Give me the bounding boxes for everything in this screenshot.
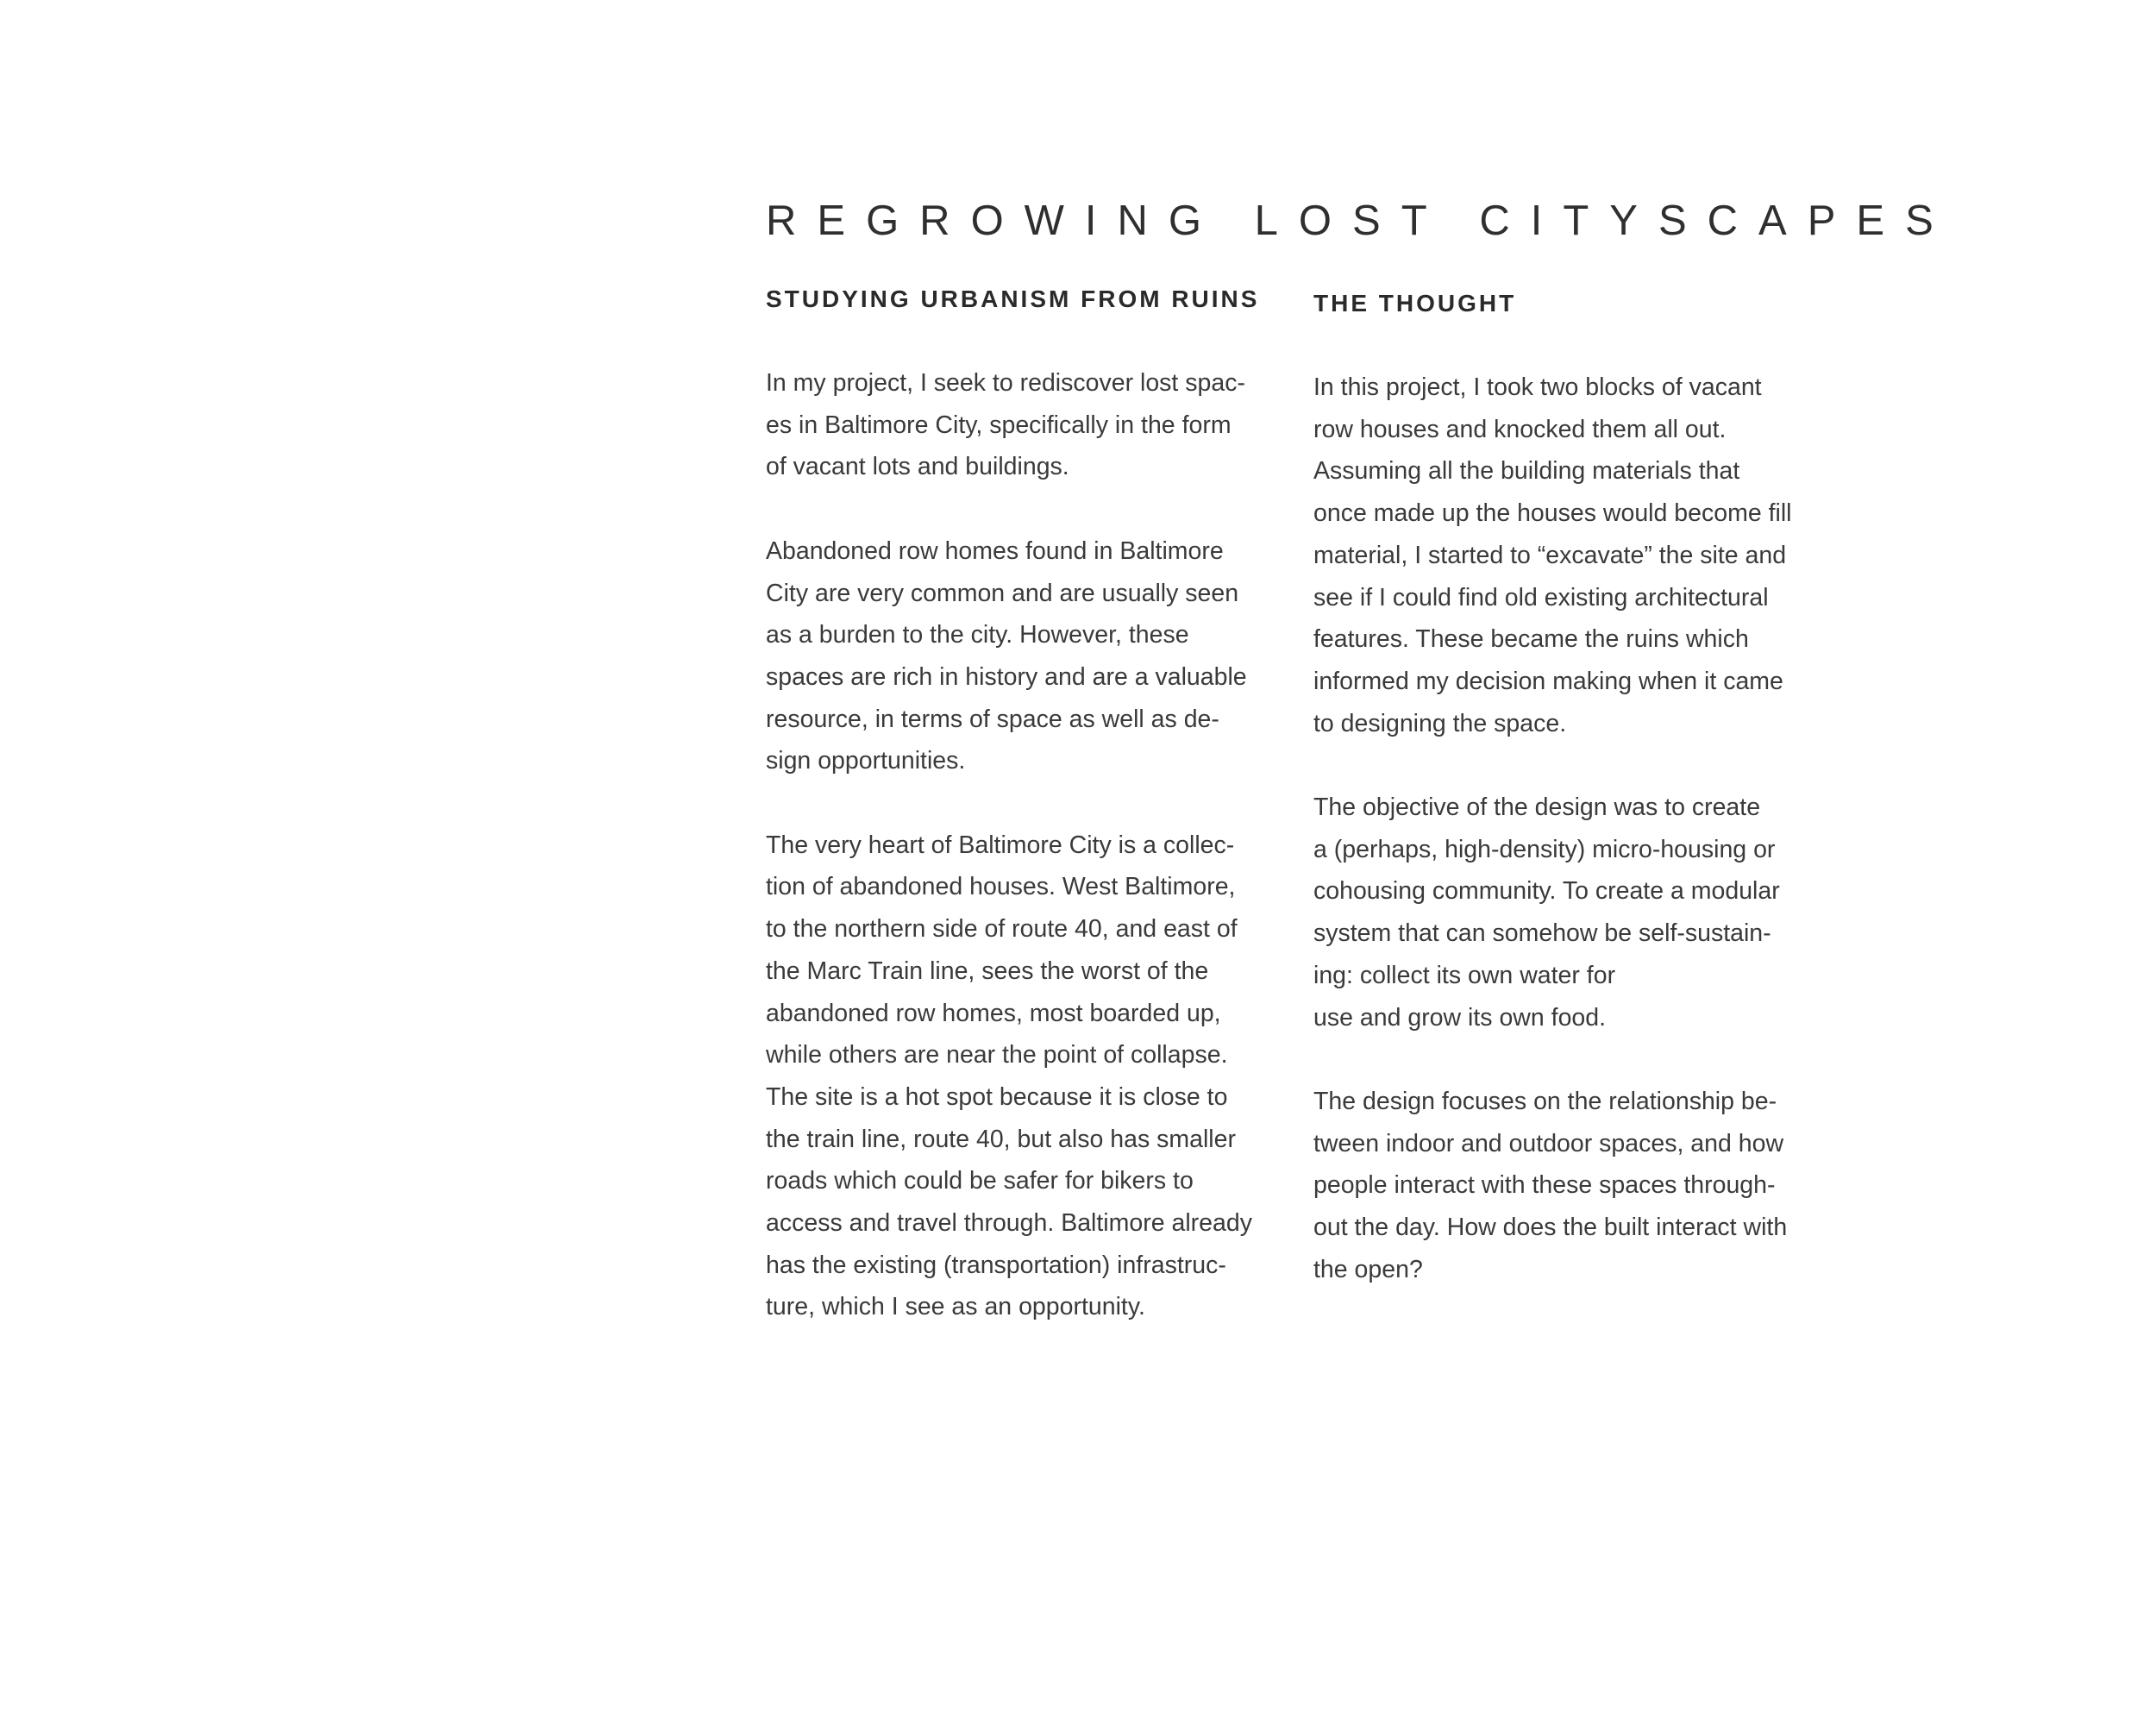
paragraph: The design focuses on the relationship be- tween indoor and outdoor spaces, and how people interact with these spaces through- out the day. How does the built interact with the open? xyxy=(1313,1087,1788,1283)
page-title: REGROWING LOST CITYSCAPES xyxy=(766,198,1954,244)
section-heading-urbanism: STUDYING URBANISM FROM RUINS xyxy=(766,285,1260,312)
paragraph: Abandoned row homes found in Baltimore City are very common and are usually seen as a burden to the city. However, these spaces are rich in history and are a valuable resource, in terms of space as well as de- sign opportunities. xyxy=(766,536,1247,775)
right-column xyxy=(1313,289,1831,1333)
section-heading-thought: THE THOUGHT xyxy=(1313,290,1517,317)
paragraph: In this project, I took two blocks of vacant row houses and knocked them all out. Assuming all the building materials that once made up the houses would become fill material, I started to “excavate” the site and see if I could find old existing architectural features. These became the ruins which informed my decision making when it came to designing the space. xyxy=(1313,373,1792,737)
paragraph: The objective of the design was to create a (perhaps, high-density) micro-housing or cohousing community. To create a modular system that can somehow be self-sustain- ing: collect its own water for use and grow its own food. xyxy=(1313,794,1780,1032)
left-column xyxy=(766,285,1283,1371)
paragraph: The very heart of Baltimore City is a collec- tion of abandoned houses. West Baltimore, to the northern side of route 40, and east of the Marc Train line, sees the worst of the abandoned row homes, most boarded up, while others are near the point of collapse. The site is a hot spot because it is close to the train line, route 40, but also has smaller roads which could be safer for bikers to access and travel through. Baltimore already has the existing (transportation) infrastruc- ture, which I see as an opportunity. xyxy=(766,831,1252,1321)
paragraph: In my project, I seek to rediscover lost spac- es in Baltimore City, specifically in the form of vacant lots and buildings. xyxy=(766,369,1245,481)
